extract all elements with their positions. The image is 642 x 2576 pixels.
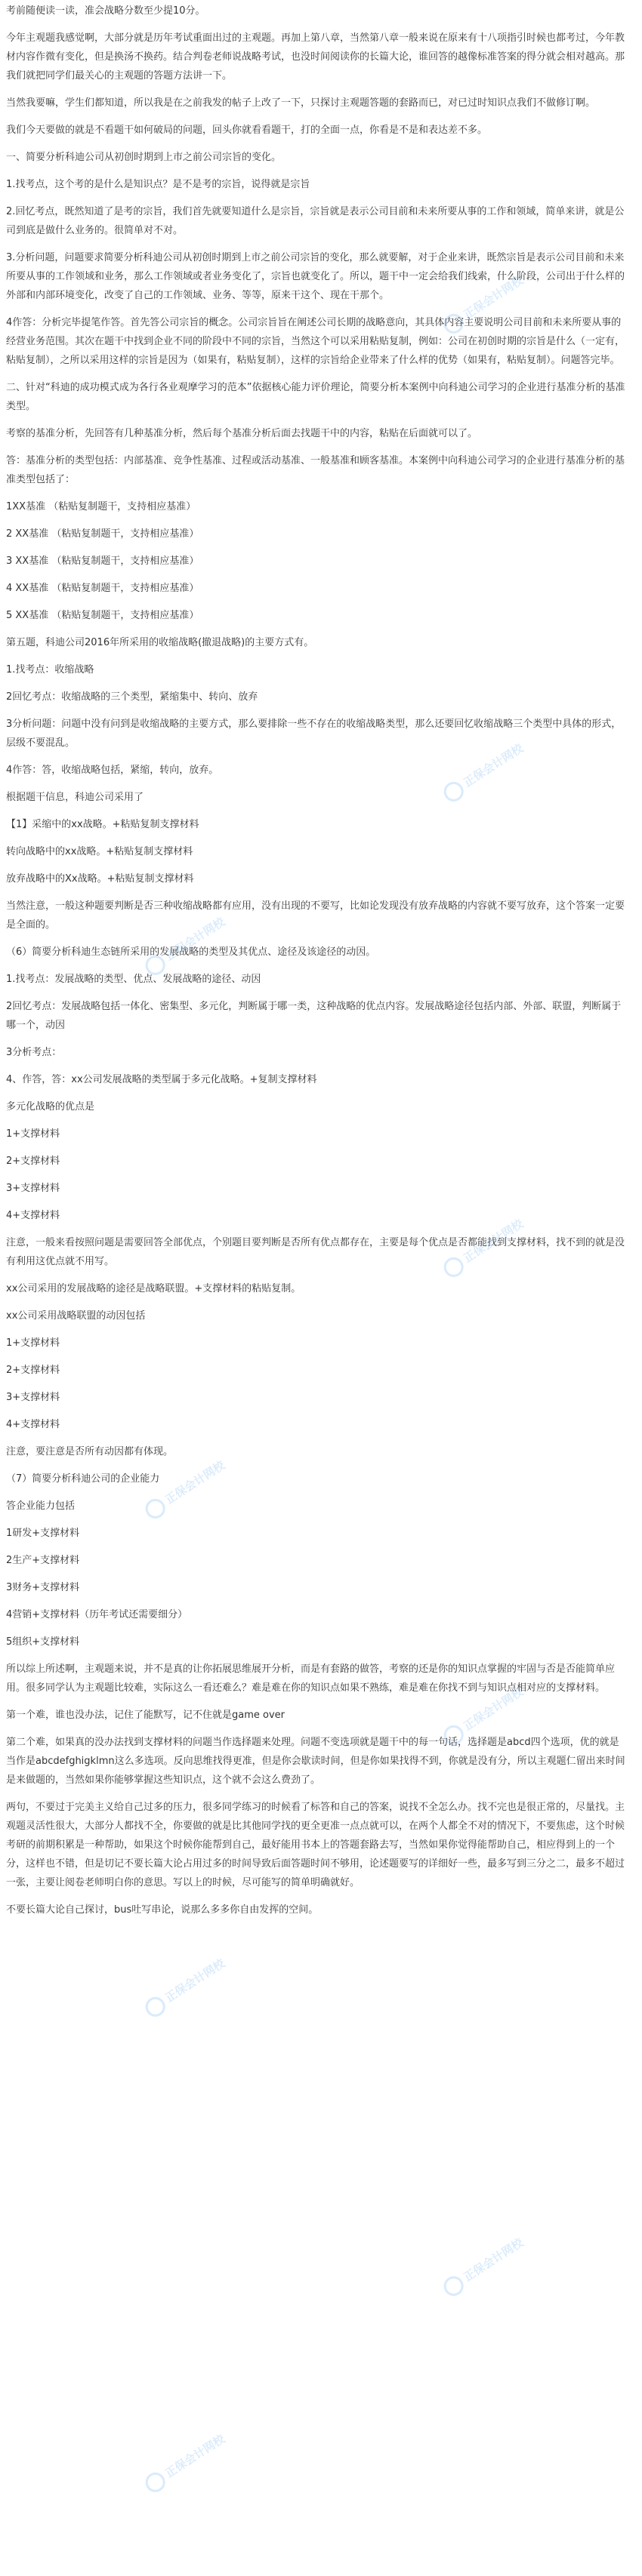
list-item: 1+支撑材料 [6, 1337, 60, 1349]
paragraph: 2.回忆考点，既然知道了是考的宗旨，我们首先就要知道什么是宗旨，宗旨就是表示公司目前和未来所要从事的工作和领域，简单来讲，就是公司到底是做什么业务的。很简单对不对。 [6, 206, 625, 236]
list-item: 3+支撑材料 [6, 1392, 60, 1403]
watermark-logo: 正保会计网校 [440, 271, 528, 337]
list-item: 5组织+支撑材料 [6, 1636, 80, 1648]
list-item: 放弃战略中的Xx战略。+粘贴复制支撑材料 [6, 873, 194, 885]
list-item: 转向战略中的xx战略。+粘贴复制支撑材料 [6, 846, 193, 857]
list-item: 3 XX基准 （粘贴复制题干，支持相应基准） [6, 556, 199, 567]
paragraph: 第二个难，如果真的没办法找到支撑材料的问题当作选择题来处理。问题不变选项就是题干中的每一句话，选择题是abcd四个选项，优的就是当作是abcdefghigklmn这么多选项。反向思维找得更准，但是你会歇读时间，但是你如果找得不到，你就是没有分，所以主观题仁留出来时间是来做题的，当然如果你能够掌握这些知识点，这个就不会这么费劲了。 [6, 1737, 625, 1786]
paragraph: 两句，不要过于完美主义给自己过多的压力，很多同学练习的时候看了标答和自己的答案，说找不全怎么办。找不完也是很正常的，尽量找。主观题灵活性很大，大部分人都找不全，你要做的就是比其他同学找的更全更准一点点就可以，在两个人都全不对的情况下，不要焦虑，这个时候考研的前期积累是一种帮助，如果这个时候你能帮到自己，最好能用书本上的答题套路去写，当然如果你觉得能帮助自己，相应得到上的一个分，这样也不错，但是切记不要长篇大论占用过多的时间导致后面答题时间不够用，论述题要写的详细好一些，最多写到三分之二，最多不超过一张，主要让阅卷老师明白你的意思。写以上的时候，尽可能写的简单明确就好。 [6, 1802, 625, 1888]
paragraph: 考察的基准分析，先回答有几种基准分析，然后每个基准分析后面去找题干中的内容，粘贴在后面就可以了。 [6, 428, 478, 439]
list-item: 4+支撑材料 [6, 1210, 60, 1221]
list-item: 2 XX基准 （粘贴复制题干，支持相应基准） [6, 528, 199, 540]
intro-line: 考前随便读一读，准会战略分数至少提10分。 [6, 5, 205, 17]
paragraph: 我们今天要做的就是不看题干如何破局的问题，回头你就看看题干，打的全面一点，你看是不是和表达差不多。 [6, 125, 488, 136]
paragraph: 3分析问题：问题中没有问到是收缩战略的主要方式，那么要排除一些不存在的收缩战略类型，那么还要回忆收缩战略三个类型中具体的形式，层级不要混乱。 [6, 719, 622, 749]
paragraph: 今年主观题我感觉啊，大部分就是历年考试重面出过的主观题。再加上第八章，当然第八章一般来说在原来有十八项指引时候也都考过，今年教材内容作微有变化，但是换汤不换药。结合判卷老师说战略考试，也没时间阅读你的长篇大论，谁回答的越像标准答案的得分就会相对越高。那我们就把同学们最关心的主观题的答题方法讲一下。 [6, 32, 625, 82]
paragraph: 1.找考点，这个考的是什么是知识点？是不是考的宗旨，说得就是宗旨 [6, 179, 310, 190]
paragraph: 4作答：答，收缩战略包括，紧缩，转向，放弃。 [6, 765, 219, 776]
list-item: 3财务+支撑材料 [6, 1582, 80, 1593]
watermark-logo: 正保会计网校 [142, 1954, 230, 2020]
paragraph: 答企业能力包括 [6, 1500, 76, 1512]
paragraph: 根据题干信息，科迪公司采用了 [6, 792, 144, 803]
paragraph: xx公司采用的发展战略的途径是战略联盟。+支撑材料的粘贴复制。 [6, 1283, 301, 1294]
list-item: 2+支撑材料 [6, 1156, 60, 1167]
paragraph: 注意，一般来看按照问题是需要回答全部优点，个别题目要判断是否所有优点都存在，主要是每个优点是否都能找到支撑材料，找不到的就是没有利用这优点就不用写。 [6, 1237, 625, 1267]
paragraph: 第一个难，谁也没办法，记住了能默写，记不住就是game over [6, 1710, 286, 1721]
section-heading: 一、简要分析科迪公司从初创时期到上市之前公司宗旨的变化。 [6, 152, 282, 163]
paragraph: 4、作答，答：xx公司发展战略的类型属于多元化战略。+复制支撑材料 [6, 1074, 317, 1085]
paragraph: 当然注意，一般这种题要判断是否三种收缩战略都有应用，没有出现的不要写，比如论发现没有放弃战略的内容就不要写放弃，这个答案一定要是全面的。 [6, 900, 625, 931]
watermark-logo: 正保会计网校 [142, 2430, 230, 2496]
paragraph: 答：基准分析的类型包括：内部基准、竞争性基准、过程或活动基准、一般基准和顾客基准。本案例中向科迪公司学习的企业进行基准分析的基准类型包括了： [6, 455, 625, 485]
closing-line: 不要长篇大论自己探讨，bus吐写串论，说那么多多你自由发挥的空间。 [6, 1904, 319, 1916]
section-heading: （6）简要分析科迪生态链所采用的发展战略的类型及其优点、途径及该途径的动因。 [6, 946, 376, 958]
paragraph: 2回忆考点：收缩战略的三个类型，紧缩集中、转向、放弃 [6, 691, 258, 703]
list-item: 2生产+支撑材料 [6, 1555, 80, 1566]
paragraph: xx公司采用战略联盟的动因包括 [6, 1310, 146, 1322]
section-heading: 二、针对“科迪的成功模式成为各行各业观摩学习的范本”依据核心能力评价理论，简要分析本案例中向科迪公司学习的企业进行基准分析的基准类型。 [6, 382, 625, 412]
paragraph: 3分析考点： [6, 1047, 62, 1058]
list-item: 5 XX基准 （粘贴复制题干，支持相应基准） [6, 610, 199, 621]
paragraph: 注意，要注意是否所有动因都有体现。 [6, 1446, 174, 1457]
list-item: 3+支撑材料 [6, 1183, 60, 1194]
list-item: 4营销+支撑材料（历年考试还需要细分） [6, 1609, 188, 1620]
paragraph: 1.找考点：发展战略的类型、优点、发展战略的途径、动因 [6, 974, 261, 985]
watermark-logo: 正保会计网校 [440, 739, 528, 805]
list-item: 【1】采缩中的xx战略。+粘贴复制支撑材料 [6, 819, 199, 830]
list-item: 1XX基准 （粘贴复制题干，支持相应基准） [6, 501, 196, 512]
list-item: 4+支撑材料 [6, 1419, 60, 1430]
watermark-logo: 正保会计网校 [142, 1456, 230, 1522]
paragraph: 1.找考点：收缩战略 [6, 664, 94, 676]
watermark-logo: 正保会计网校 [440, 1214, 528, 1281]
paragraph: 所以综上所述啊，主观题来说，并不是真的让你拓展思维展开分析，而是有套路的做答，考察的还是你的知识点掌握的牢固与否是否能简单应用。很多同学认为主观题比较难，实际这么一看还难么？难是难在你的知识点如果不熟练，难是难在你找不到与知识点相对应的支撑材料。 [6, 1663, 616, 1694]
paragraph: 3.分析问题，问题要求简要分析科迪公司从初创时期到上市之前公司宗旨的变化，那么就要解，对于企业来讲，既然宗旨是表示公司目前和未来所要从事的工作领域和业务，那么工作领域或者业务变化了，宗旨也就变化了。所以，题干中一定会给我们线索，什么阶段，公司出于什么样的外部和内部环境变化，改变了自己的工作领域、业务、等等，原来干这个、现在干那个。 [6, 252, 625, 301]
list-item: 1研发+支撑材料 [6, 1528, 80, 1539]
watermark-logo: 正保会计网校 [142, 913, 230, 979]
paragraph: 当然我要嘛，学生们都知道，所以我是在之前我发的帖子上改了一下，只探讨主观题答题的套路而已，对已过时知识点我们不做修订啊。 [6, 97, 596, 109]
paragraph: 2回忆考点：发展战略包括一体化、密集型、多元化，判断属于哪一类，这种战略的优点内容。发展战略途径包括内部、外部、联盟，判断属于哪一个，动因 [6, 1001, 622, 1031]
watermark-logo: 正保会计网校 [440, 1682, 528, 1749]
list-item: 4 XX基准 （粘贴复制题干，支持相应基准） [6, 583, 199, 594]
section-heading: （7）简要分析科迪公司的企业能力 [6, 1473, 160, 1485]
list-item: 1+支撑材料 [6, 1128, 60, 1140]
watermark-logo: 正保会计网校 [440, 2233, 528, 2300]
section-heading: 第五题，科迪公司2016年所采用的收缩战略(撤退战略)的主要方式有。 [6, 637, 314, 648]
list-item: 2+支撑材料 [6, 1365, 60, 1376]
paragraph: 4作答：分析完毕提笔作答。首先答公司宗旨的概念。公司宗旨旨在阐述公司长期的战略意向，其具体内容主要说明公司目前和未来所要从事的经营业务范围。其次在题干中找到企业不同的阶段中不同的宗旨，当然这个可以采用粘贴复制，例如：公司在初创时期的宗旨是什么（一定有，粘贴复制），之所以采用这样的宗旨是因为（如果有，粘贴复制），这样的宗旨给企业带来了什么样的优势（如果有，粘贴复制）。问题答完毕。 [6, 317, 625, 366]
paragraph: 多元化战略的优点是 [6, 1101, 95, 1113]
